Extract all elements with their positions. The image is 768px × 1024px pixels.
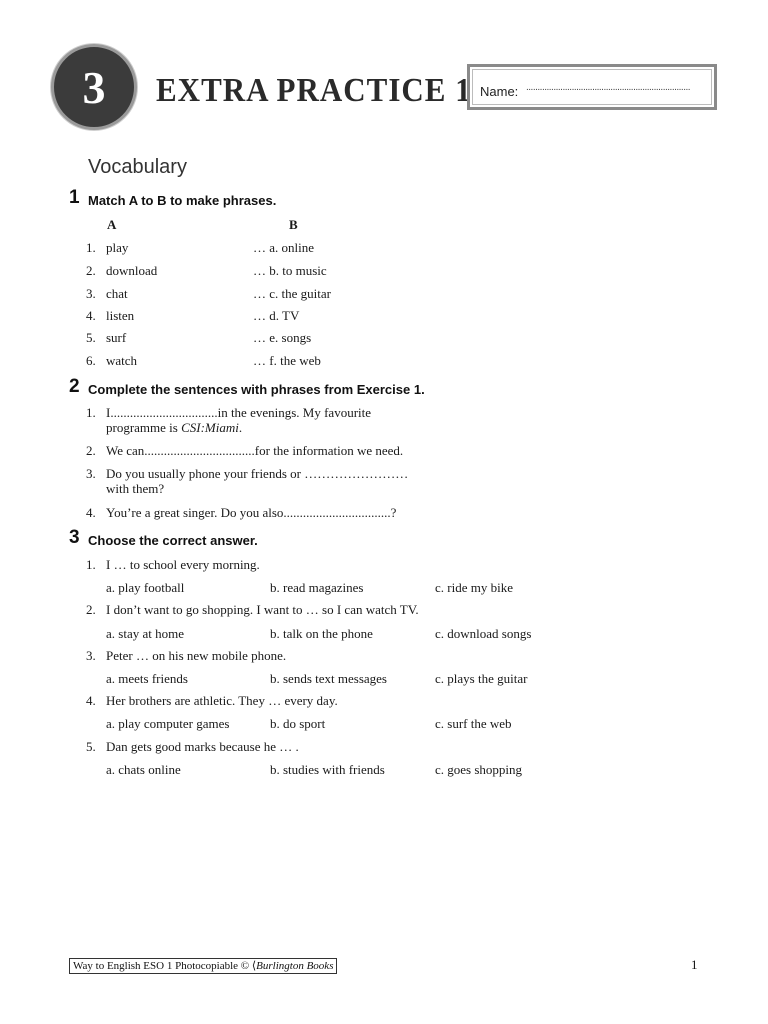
exercise-2-instruction: Complete the sentences with phrases from Exercise 1. bbox=[88, 382, 425, 397]
answer-option-a: a. play football bbox=[106, 580, 185, 595]
item-number: 1. bbox=[86, 405, 96, 420]
answer-option-b: b. sends text messages bbox=[270, 671, 387, 686]
question-text: Peter … on his new mobile phone. bbox=[106, 648, 287, 663]
answer-option-b: b. talk on the phone bbox=[270, 626, 373, 641]
answer-option-b: b. do sport bbox=[270, 716, 326, 731]
question-number: 5. bbox=[86, 739, 96, 754]
answer-option-c: c. plays the guitar bbox=[435, 671, 528, 686]
answer-option-b: b. studies with friends bbox=[270, 762, 385, 777]
page-number: 1 bbox=[691, 957, 698, 972]
sentence-line: Do you usually phone your friends or …………………… bbox=[106, 466, 409, 481]
answer-option-c: c. download songs bbox=[435, 626, 532, 641]
column-b-item: … f. the web bbox=[253, 353, 321, 368]
question-number: 1. bbox=[86, 557, 96, 572]
programme-title: CSI:Miami bbox=[181, 420, 239, 435]
question-text: Dan gets good marks because he … . bbox=[106, 739, 299, 754]
column-a-item: chat bbox=[106, 286, 128, 301]
answer-option-c: c. ride my bike bbox=[435, 580, 513, 595]
question-text: Her brothers are athletic. They … every day. bbox=[106, 693, 338, 708]
answer-option-a: a. chats online bbox=[106, 762, 181, 777]
answer-option-c: c. surf the web bbox=[435, 716, 512, 731]
item-number: 5. bbox=[86, 330, 96, 345]
column-a-item: download bbox=[106, 263, 158, 278]
item-number: 3. bbox=[86, 466, 96, 481]
column-a-item: watch bbox=[106, 353, 138, 368]
footer-copyright bbox=[69, 958, 337, 974]
sentence-line-continued: with them? bbox=[106, 481, 165, 496]
question-text: I don’t want to go shopping. I want to … so I can watch TV. bbox=[106, 602, 419, 617]
name-field-box[interactable] bbox=[467, 64, 717, 110]
footer-text: Way to English ESO 1 Photocopiable © bbox=[73, 960, 252, 972]
publisher-logo-icon: ⟨ bbox=[251, 960, 257, 972]
sentence-line: I.................................in the evenings. My favourite bbox=[106, 405, 372, 420]
item-number: 4. bbox=[86, 505, 96, 520]
item-number: 3. bbox=[86, 286, 96, 301]
exercise-3-number: 3 bbox=[69, 527, 80, 548]
unit-badge bbox=[51, 44, 137, 130]
item-number: 4. bbox=[86, 308, 96, 323]
column-b-header: B bbox=[289, 217, 298, 232]
column-b-item: … a. online bbox=[253, 240, 315, 255]
column-a-item: listen bbox=[106, 308, 135, 323]
sentence-text: programme is bbox=[106, 420, 182, 435]
answer-option-a: a. play computer games bbox=[106, 716, 230, 731]
column-b-item: … c. the guitar bbox=[253, 286, 331, 301]
item-number: 2. bbox=[86, 263, 96, 278]
answer-option-a: a. stay at home bbox=[106, 626, 184, 641]
answer-option-b: b. read magazines bbox=[270, 580, 364, 595]
column-b-item: … d. TV bbox=[253, 308, 300, 323]
question-text: I … to school every morning. bbox=[106, 557, 260, 572]
column-a-item: surf bbox=[106, 330, 127, 345]
question-number: 2. bbox=[86, 602, 96, 617]
column-a-item: play bbox=[106, 240, 129, 255]
sentence-line: You’re a great singer. Do you also.................................? bbox=[106, 505, 397, 520]
exercise-3-instruction: Choose the correct answer. bbox=[88, 533, 258, 548]
page-title: EXTRA PRACTICE 1 bbox=[156, 70, 472, 109]
sentence-line: We can..................................for the information we need. bbox=[106, 443, 404, 458]
exercise-1-number: 1 bbox=[69, 187, 80, 208]
unit-number: 3 bbox=[82, 61, 106, 113]
sentence-punctuation: . bbox=[238, 420, 243, 435]
name-line[interactable]: ........................................................................ bbox=[526, 82, 691, 93]
item-number: 6. bbox=[86, 353, 96, 368]
exercise-2-number: 2 bbox=[69, 376, 80, 397]
item-number: 2. bbox=[86, 443, 96, 458]
question-number: 3. bbox=[86, 648, 96, 663]
exercise-1-instruction: Match A to B to make phrases. bbox=[88, 193, 277, 208]
answer-option-a: a. meets friends bbox=[106, 671, 188, 686]
column-b-item: … b. to music bbox=[253, 263, 327, 278]
column-a-header: A bbox=[107, 217, 117, 232]
section-heading: Vocabulary bbox=[88, 156, 187, 178]
answer-option-c: c. goes shopping bbox=[435, 762, 523, 777]
sentence-line-continued bbox=[106, 420, 242, 436]
item-number: 1. bbox=[86, 240, 96, 255]
footer-brand: Burlington Books bbox=[256, 960, 334, 972]
name-label: Name: bbox=[480, 84, 519, 99]
question-number: 4. bbox=[86, 693, 96, 708]
column-b-item: … e. songs bbox=[253, 330, 312, 345]
